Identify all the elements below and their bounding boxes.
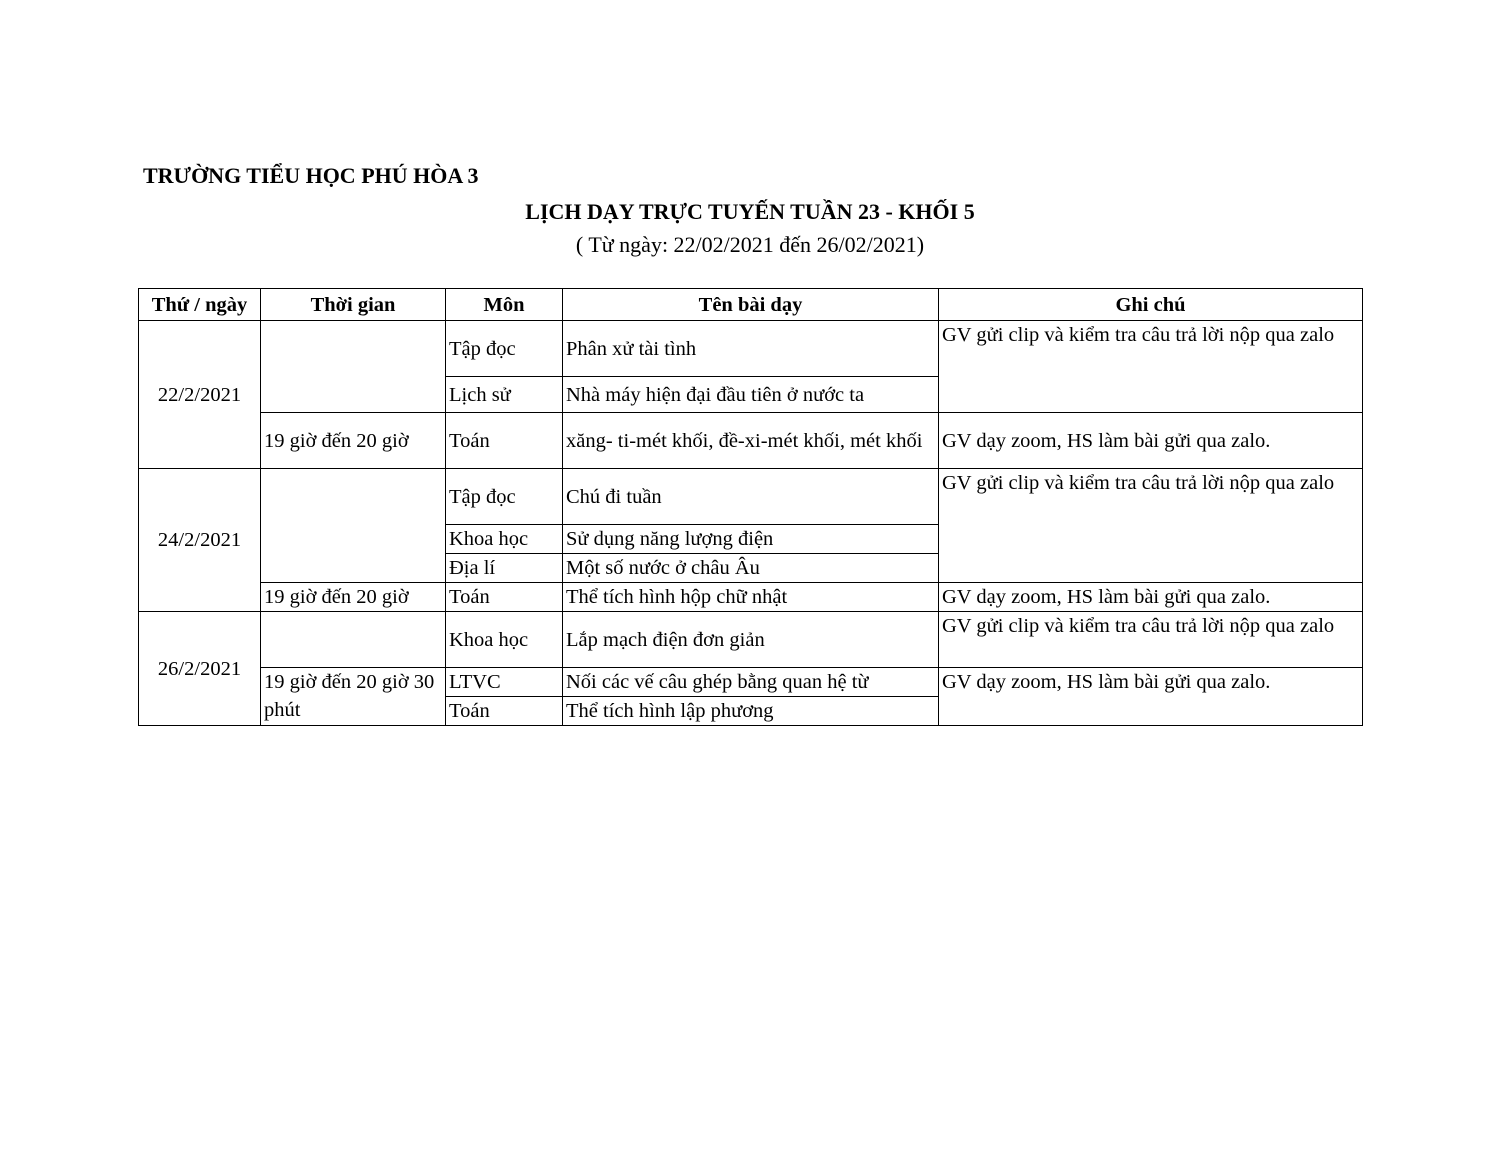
schedule-table [138,288,1363,726]
column-header-note: Ghi chú [939,289,1363,321]
subject-cell: Khoa học [446,525,563,554]
lesson-cell: Một số nước ở châu Âu [563,554,939,583]
time-cell [261,321,446,413]
date-cell: 22/2/2021 [139,321,261,469]
lesson-cell: xăng- ti-mét khối, đề-xi-mét khối, mét khối [563,413,939,469]
column-header-time: Thời gian [261,289,446,321]
time-cell [261,612,446,668]
table-row [139,612,1363,668]
subject-cell: Lịch sử [446,377,563,413]
table-row [139,413,1363,469]
note-cell: GV dạy zoom, HS làm bài gửi qua zalo. [939,668,1363,726]
subject-cell: Khoa học [446,612,563,668]
table-row [139,321,1363,377]
lesson-cell: Nhà máy hiện đại đầu tiên ở nước ta [563,377,939,413]
column-header-subject: Môn [446,289,563,321]
subject-cell: Toán [446,583,563,612]
note-cell: GV gửi clip và kiểm tra câu trả lời nộp qua zalo [939,612,1363,668]
lesson-cell: Lắp mạch điện đơn giản [563,612,939,668]
note-cell: GV gửi clip và kiểm tra câu trả lời nộp qua zalo [939,469,1363,583]
time-cell: 19 giờ đến 20 giờ [261,583,446,612]
subject-cell: LTVC [446,668,563,697]
column-header-day: Thứ / ngày [139,289,261,321]
lesson-cell: Chú đi tuần [563,469,939,525]
time-cell: 19 giờ đến 20 giờ [261,413,446,469]
school-name: TRƯỜNG TIỂU HỌC PHÚ HÒA 3 [143,163,479,188]
note-cell: GV gửi clip và kiểm tra câu trả lời nộp qua zalo [939,321,1363,413]
subject-cell: Địa lí [446,554,563,583]
lesson-cell: Thể tích hình lập phương [563,697,939,726]
lesson-cell: Nối các vế câu ghép bằng quan hệ từ [563,668,939,697]
time-cell [261,469,446,583]
table-row [139,668,1363,697]
subject-cell: Toán [446,413,563,469]
lesson-cell: Phân xử tài tình [563,321,939,377]
subject-cell: Toán [446,697,563,726]
lesson-cell: Sử dụng năng lượng điện [563,525,939,554]
date-range: ( Từ ngày: 22/02/2021 đến 26/02/2021) [575,232,925,257]
table-row [139,583,1363,612]
lesson-cell: Thể tích hình hộp chữ nhật [563,583,939,612]
column-header-lesson: Tên bài dạy [563,289,939,321]
date-cell: 24/2/2021 [139,469,261,612]
table-header-row [139,289,1363,321]
note-cell: GV dạy zoom, HS làm bài gửi qua zalo. [939,583,1363,612]
page-title: LỊCH DẠY TRỰC TUYẾN TUẦN 23 - KHỐI 5 [525,199,975,224]
time-cell: 19 giờ đến 20 giờ 30 phút [261,668,446,726]
subject-cell: Tập đọc [446,469,563,525]
date-cell: 26/2/2021 [139,612,261,726]
note-cell: GV dạy zoom, HS làm bài gửi qua zalo. [939,413,1363,469]
table-row [139,469,1363,525]
subject-cell: Tập đọc [446,321,563,377]
